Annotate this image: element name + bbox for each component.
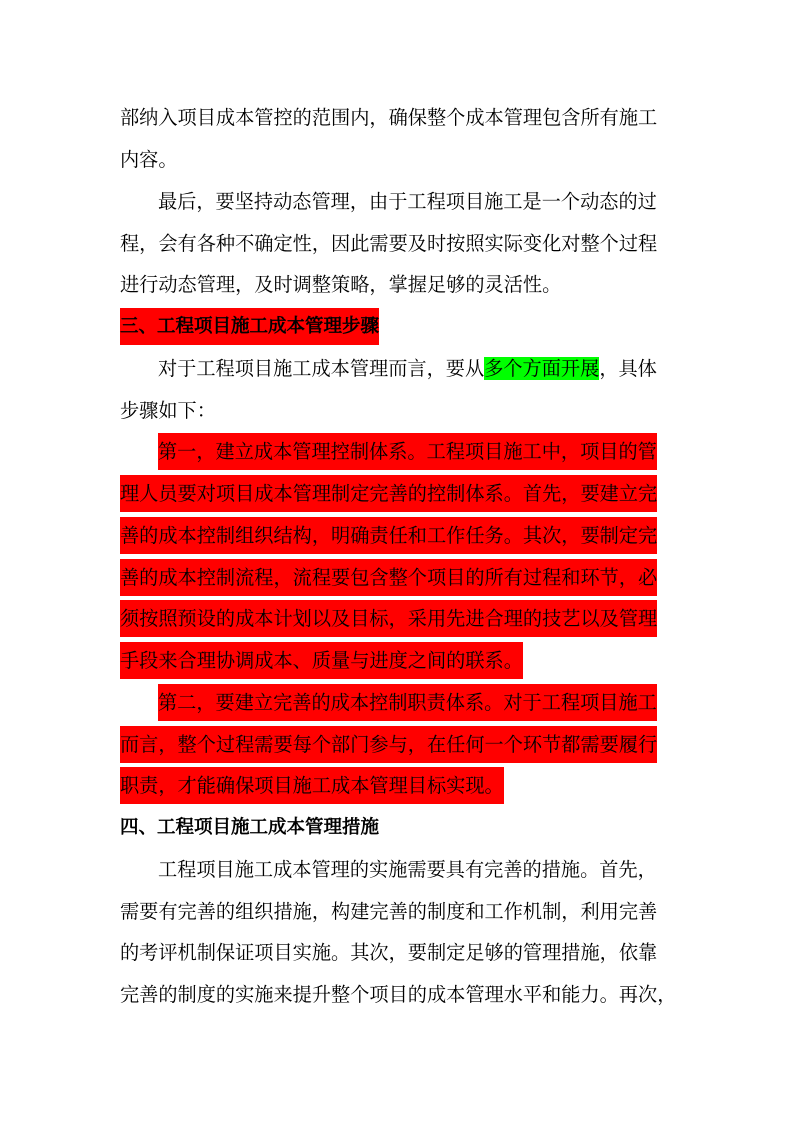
- paragraph-2-line-2: 程，会有各种不确定性，因此需要及时按照实际变化对整个过程: [120, 232, 658, 255]
- paragraph-2-line-3: 进行动态管理，及时调整策略，掌握足够的灵活性。: [120, 273, 562, 296]
- paragraph-2-line-1: 最后，要坚持动态管理，由于工程项目施工是一个动态的过: [158, 190, 657, 213]
- section-4-heading: 四、工程项目施工成本管理措施: [120, 817, 380, 838]
- paragraph-3-line-1: [158, 350, 657, 387]
- paragraph-4-line-5: 须按照预设的成本计划以及目标，采用先进合理的技艺以及管理: [120, 600, 657, 637]
- paragraph-4-line-3: 善的成本控制组织结构，明确责任和工作任务。其次，要制定完: [120, 517, 657, 554]
- paragraph-1-line-2: 内容。: [120, 148, 178, 171]
- green-highlight-text: 多个方面开展: [484, 357, 600, 380]
- paragraph-1-line-1: 部纳入项目成本管控的范围内，确保整个成本管理包含所有施工: [120, 106, 658, 129]
- paragraph-5-line-1: 第二，要建立完善的成本控制职责体系。对于工程项目施工: [158, 684, 657, 721]
- paragraph-4-line-1: 第一，建立成本管理控制体系。工程项目施工中，项目的管: [158, 433, 657, 470]
- paragraph-4-line-6: 手段来合理协调成本、质量与进度之间的联系。: [120, 642, 523, 679]
- paragraph-5-line-3: 职责，才能确保项目施工成本管理目标实现。: [120, 767, 504, 804]
- section-3-heading: 三、工程项目施工成本管理步骤: [120, 308, 379, 345]
- paragraph-6-line-3: 的考评机制保证项目实施。其次，要制定足够的管理措施，依靠: [120, 941, 658, 964]
- paragraph-3-text-b: ，具体: [599, 357, 657, 380]
- paragraph-3-line-2: 步骤如下：: [120, 399, 216, 422]
- paragraph-4-line-4: 善的成本控制流程，流程要包含整个项目的所有过程和环节，必: [120, 559, 657, 596]
- paragraph-3-text-a: 对于工程项目施工成本管理而言，要从: [158, 357, 485, 380]
- paragraph-5-line-2: 而言，整个过程需要每个部门参与，在任何一个环节都需要履行: [120, 726, 657, 763]
- paragraph-6-line-2: 需要有完善的组织措施，构建完善的制度和工作机制，利用完善: [120, 900, 658, 923]
- paragraph-6-line-4: 完善的制度的实施来提升整个项目的成本管理水平和能力。再次，: [120, 983, 677, 1006]
- paragraph-6-line-1: 工程项目施工成本管理的实施需要具有完善的措施。首先，: [158, 858, 657, 881]
- paragraph-4-line-2: 理人员要对项目成本管理制定完善的控制体系。首先，要建立完: [120, 475, 657, 512]
